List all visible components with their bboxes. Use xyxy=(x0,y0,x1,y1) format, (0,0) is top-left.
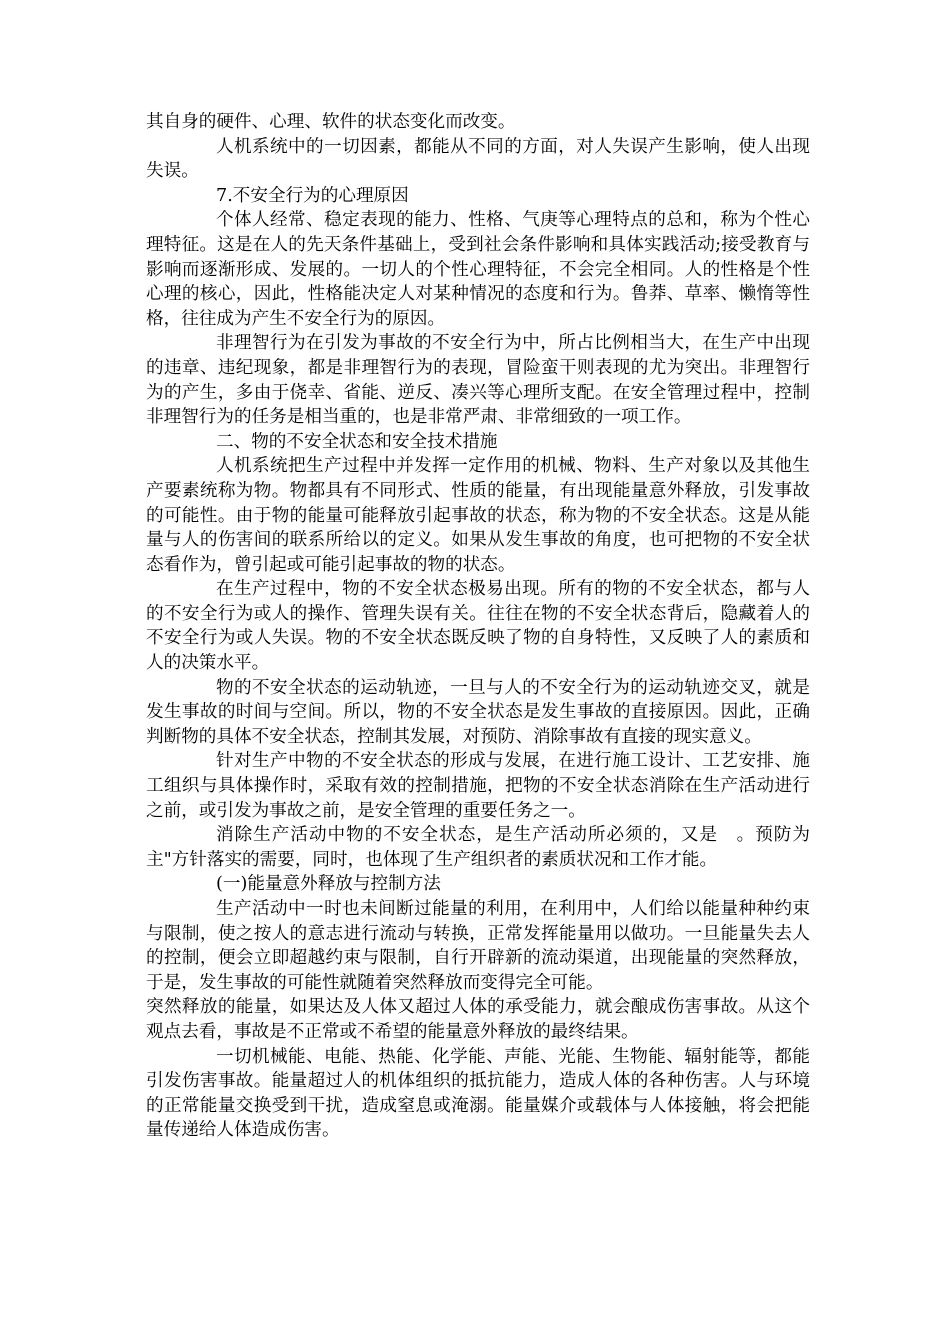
paragraph: 一切机械能、电能、热能、化学能、声能、光能、生物能、辐射能等，都能引发伤害事故。能量超过人的机体组织的抵抗能力，造成人体的各种伤害。人与环境的正常能量交换受到干扰，造成窒息或淹溺。能量媒介或载体与人体接触，将会把能量传递给人体造成伤害。 xyxy=(146,1046,810,1141)
paragraph: 人机系统中的一切因素，都能从不同的方面，对人失误产生影响，使人出现失误。 xyxy=(146,136,810,182)
paragraph: 针对生产中物的不安全状态的形成与发展，在进行施工设计、工艺安排、施工组织与具体操作时，采取有效的控制措施，把物的不安全状态消除在生产活动进行之前，或引发为事故之前，是安全管理的重要任务之一。 xyxy=(146,751,810,821)
paragraph: 人机系统把生产过程中并发挥一定作用的机械、物料、生产对象以及其他生产要素统称为物。物都具有不同形式、性质的能量，有出现能量意外释放，引发事故的可能性。由于物的能量可能释放引起事故的状态，称为物的不安全状态。这是从能量与人的伤害间的联系所给以的定义。如果从发生事故的角度，也可把物的不安全状态看作为，曾引起或可能引起事故的物的状态。 xyxy=(146,456,810,575)
paragraph: 个体人经常、稳定表现的能力、性格、气庚等心理特点的总和，称为个性心理特征。这是在人的先天条件基础上，受到社会条件影响和具体实践活动;接受教育与影响而逐渐形成、发展的。一切人的个性心理特征，不会完全相同。人的性格是个性心理的核心，因此，性格能决定人对某种情况的态度和行为。鲁莽、草率、懒惰等性格，往往成为产生不安全行为的原因。 xyxy=(146,210,810,329)
paragraph: 突然释放的能量，如果达及人体又超过人体的承受能力，就会酿成伤害事故。从这个观点去看，事故是不正常或不希望的能量意外释放的最终结果。 xyxy=(146,997,810,1042)
paragraph: 非理智行为在引发为事故的不安全行为中，所占比例相当大，在生产中出现的违章、违纪现象，都是非理智行为的表现，冒险蛮干则表现的尤为突出。非理智行为的产生，多由于侥幸、省能、逆反、凑兴等心理所支配。在安全管理过程中，控制非理智行为的任务是相当重的，也是非常严肃、非常细致的一项工作。 xyxy=(146,333,810,428)
paragraph: 生产活动中一时也未间断过能量的利用，在利用中，人们给以能量种种约束与限制，使之按人的意志进行流动与转换，正常发挥能量用以做功。一旦能量失去人的控制，便会立即超越约束与限制，自行开辟新的流动渠道，出现能量的突然释放，于是，发生事故的可能性就随着突然释放而变得完全可能。 xyxy=(146,899,810,993)
section-heading: (一)能量意外释放与控制方法 xyxy=(216,874,441,895)
paragraph: 在生产过程中，物的不安全状态极易出现。所有的物的不安全状态，都与人的不安全行为或人的操作、管理失误有关。往往在物的不安全状态背后，隐藏着人的不安全行为或人失误。物的不安全状态既反映了物的自身特性，又反映了人的素质和人的决策水平。 xyxy=(146,579,810,674)
document-body xyxy=(146,110,810,1143)
paragraph: 物的不安全状态的运动轨迹，一旦与人的不安全行为的运动轨迹交叉，就是发生事故的时间与空间。所以，物的不安全状态是发生事故的直接原因。因此，正确判断物的具体不安全状态，控制其发展，对预防、消除事故有直接的现实意义。 xyxy=(146,677,810,747)
section-heading: 7.不安全行为的心理原因 xyxy=(216,185,409,206)
paragraph: 其自身的硬件、心理、软件的状态变化而改变。 xyxy=(146,112,516,132)
section-heading: 二、物的不安全状态和安全技术措施 xyxy=(216,431,498,452)
paragraph: 消除生产活动中物的不安全状态，是生产活动所必须的，又是 。预防为主"方针落实的需要，同时，也体现了生产组织者的素质状况和工作才能。 xyxy=(146,825,810,870)
